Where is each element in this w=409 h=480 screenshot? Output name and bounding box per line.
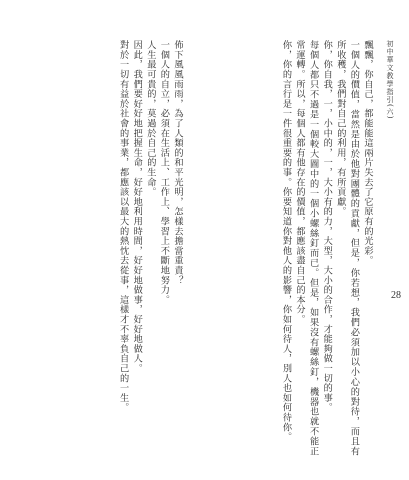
paragraph: 你，你的言行是一件很重要的事。你要知道你對他人的影響，你如何待人，別人也如何待你。 — [280, 40, 292, 442]
paragraph: 一個人的自立，必須在生活上、工作上、學習上不斷地努力。 — [158, 40, 170, 305]
paragraph: 佈下風風雨雨，為了人類的和平光明，怎樣去擔當重責？ — [172, 40, 183, 285]
text-column-left — [19, 40, 184, 456]
text-column-right — [196, 40, 374, 456]
paragraph: 每個人都只不過是一個較大圖中的一個小螺絲釘而已。但是，如果沒有螺絲釘，機器也就不能正常運轉。所以，每個人都有他存在的價值，都應該盡自己的本分。 — [294, 40, 319, 456]
paragraph: 人生最可貴的，莫過於自己的生命。 — [144, 40, 156, 197]
paragraph: 你，你自我，一，小中的，一，大小有的力，大型，大小的合作，才能夠做一切的事。 — [321, 40, 333, 413]
page-number: 28 — [391, 290, 401, 301]
paragraph: 對於一切有益於社會的事業，都應該以最大的熱忱去從事，這樣才不辜負自己的一生。 — [117, 40, 129, 413]
paragraph: 因此，我們要好好地把握生命，好好地利用時間，好好地做事，好好地做人。 — [131, 40, 143, 374]
paragraph: 一個人的價值，當然是由於他對團體的貢獻，但是，你若想，我們必須加以小心的對待，而且有所收穫，我們對自己的利用，有所貢獻。 — [334, 40, 360, 456]
paragraph: 飄飄，你自己，都能能這兩片失去了它原有的光彩。 — [362, 40, 373, 266]
running-header: 初中華文教學指引(六) — [386, 40, 394, 120]
